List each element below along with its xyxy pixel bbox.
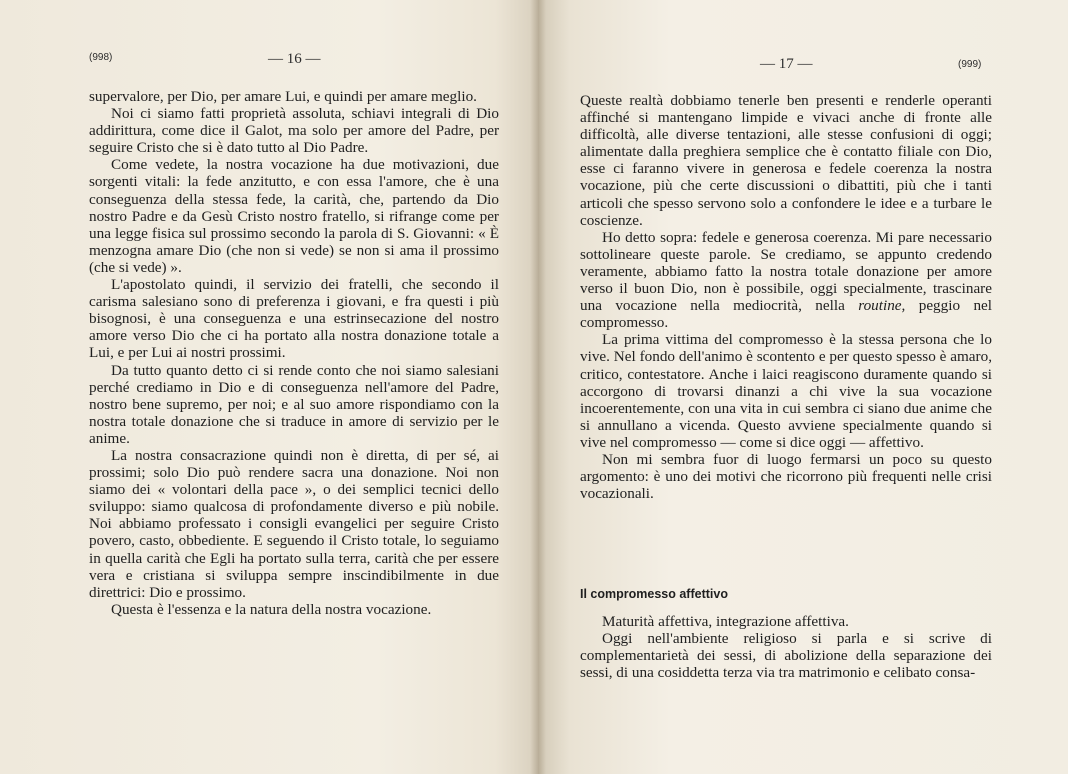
left-paragraph: Da tutto quanto detto ci si rende conto che noi siamo salesiani perché crediamo in Dio e di conseguenza nell'amore del Padre, nostro bene supremo, per noi; e al suo amore rispondiamo con la nostra totale donazione che si traduce in amore di servizio per le anime. bbox=[89, 361, 499, 447]
right-paragraph: Non mi sembra fuor di luogo fermarsi un poco su questo argomento: è uno dei motivi che ricorrono più frequenti nelle crisi vocazionali. bbox=[580, 450, 992, 503]
right-page bbox=[538, 0, 1068, 774]
left-page-number: — 16 — bbox=[268, 51, 321, 67]
right-paragraph: La prima vittima del compromesso è la stessa persona che lo vive. Nel fondo dell'animo è scontento e per questo spesso è amaro, critico, contestatore. Anche i laici reagiscono duramente quando si accorgono di trovarsi dinanzi a chi vive la sua vocazione incoerentemente, con una vita in cui sembra ci siano due anime che si annullano a vicenda. Questo avviene specialmente quando si vive nel compromesso — come si dice oggi — affettivo. bbox=[580, 331, 992, 451]
left-paragraph: L'apostolato quindi, il servizio dei fratelli, che secondo il carisma salesiano sono di preferenza i giovani, e fra questi i più bisognosi, è una conseguenza e una estrinsecazione del nostro amore verso Dio che ci ha portato alla nostra donazione totale a Lui, e per Lui ai nostri prossimi. bbox=[89, 276, 499, 362]
book-gutter bbox=[530, 0, 546, 774]
left-paragraph: Noi ci siamo fatti proprietà assoluta, schiavi integrali di Dio addirittura, come dice il Galot, ma solo per amore del Padre, per seguire Cristo che si è dato tutto al Dio Padre. bbox=[89, 105, 499, 157]
left-paragraph: La nostra consacrazione quindi non è diretta, di per sé, ai prossimi; solo Dio può rendere sacra una donazione. Noi non siamo dei « volontari della pace », o dei semplici tecnici dello sviluppo: siamo qualcosa di profondamente diverso e più nobile. Noi abbiamo professato i consigli evangelici per seguire Cristo povero, casto, obbediente. E seguendo il Cristo totale, lo seguiamo in quella carità che Egli ha portato sulla terra, carità che per essere vera e cristiana si sviluppa sempre inscindibilmente in due direttrici: Dio e prossimo. bbox=[89, 446, 499, 601]
left-paragraph: Questa è l'essenza e la natura della nostra vocazione. bbox=[111, 600, 432, 618]
right-paragraph bbox=[580, 229, 992, 332]
right-page-number: — 17 — bbox=[760, 56, 813, 72]
right-body-text-continued bbox=[580, 613, 992, 681]
left-paragraph: supervalore, per Dio, per amare Lui, e quindi per amare meglio. bbox=[89, 88, 477, 105]
section-heading: Il compromesso affettivo bbox=[580, 587, 728, 601]
right-paragraph: Queste realtà dobbiamo tenerle ben presenti e renderle operanti affinché si mantengano limpide e vivaci anche di fronte alle difficoltà, alle diverse tentazioni, alle stesse confusioni di oggi; alimentate dalla preghiera semplice che è contatto filiale con Dio, esse ci faranno vivere in generosa e fedele coerenza la nostra vocazione, più che certe discussioni o dibattiti, più che i tanti articoli che spesso servono solo a confondere le idee e a turbare le coscienze. bbox=[580, 92, 992, 229]
left-body-text bbox=[89, 88, 499, 618]
right-folio: (999) bbox=[958, 59, 982, 70]
left-folio: (998) bbox=[89, 52, 113, 63]
right-paragraph: Maturità affettiva, integrazione affettiva. bbox=[602, 613, 849, 630]
right-paragraph-end: peggio nel compromesso. bbox=[580, 297, 992, 332]
left-paragraph: Come vedete, la nostra vocazione ha due motivazioni, due sorgenti vitali: la fede anzitutto, e con essa l'amore, che è una conseguenza della stessa fede, la carità, che, partendo da Dio nostro Padre e da Gesù Cristo nostro fratello, si rifrange come per una legge fisica sul prossimo secondo la parola di S. Giovanni: « È menzogna amare Dio (che non si vede) se non si ama il prossimo (che si vede) ». bbox=[89, 156, 499, 276]
right-paragraph: Oggi nell'ambiente religioso si parla e si scrive di complementarietà dei sessi, di abolizione della separazione dei sessi, di una cosiddetta terza via tra matrimonio e celibato consa- bbox=[580, 630, 992, 682]
right-body-text bbox=[580, 92, 992, 502]
italic-word: routine, bbox=[858, 297, 906, 315]
right-paragraph-text: Ho detto sopra: fedele e generosa coerenza. Mi pare necessario sottolineare queste parole. Se crediamo, se appunto credendo veramente, abbiamo fatto la nostra totale donazione per amore verso il buon Dio, non è possibile, oggi specialmente, trascinare una vocazione nella mediocrità, nella bbox=[580, 228, 992, 315]
